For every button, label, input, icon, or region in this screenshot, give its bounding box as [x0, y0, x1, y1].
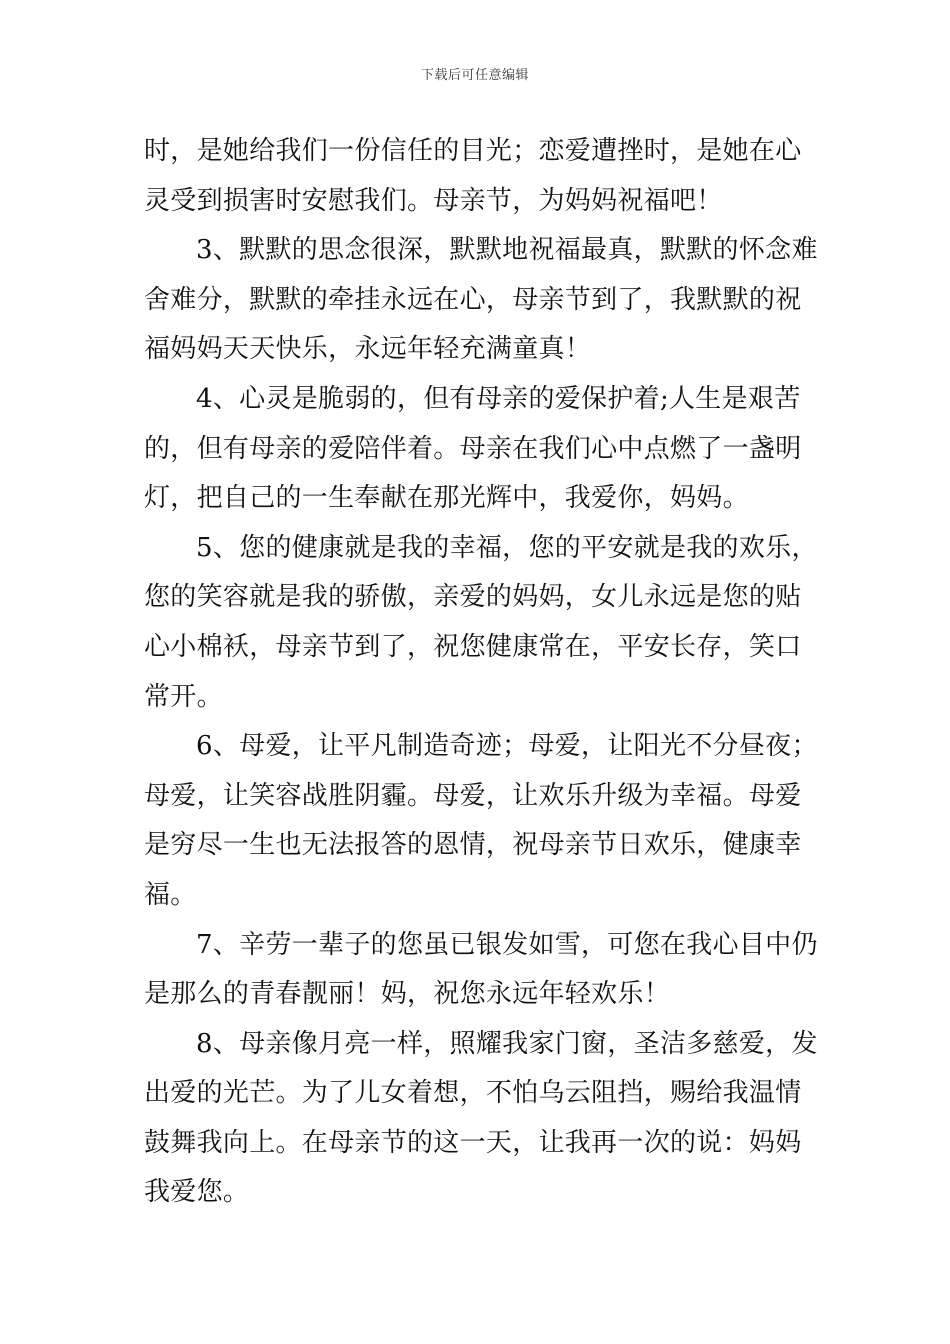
text-line: 舍难分，默默的牵挂永远在心，母亲节到了，我默默的祝	[144, 284, 802, 315]
text-line: 心小棉袄，母亲节到了，祝您健康常在，平安长存，笑口	[144, 631, 802, 662]
text-line: 福。	[144, 879, 197, 910]
text-line: 4、心灵是脆弱的，但有母亲的爱保护着;人生是艰苦	[196, 383, 801, 414]
text-line: 时，是她给我们一份信任的目光；恋爱遭挫时，是她在心	[144, 136, 802, 166]
text-line: 出爱的光芒。为了儿女着想，不怕乌云阻挡，赐给我温情	[144, 1078, 802, 1109]
page-header: 下载后可任意编辑	[420, 68, 529, 83]
text-line: 8、母亲像月亮一样，照耀我家门窗，圣洁多慈爱，发	[196, 1028, 818, 1059]
text-line: 我爱您。	[144, 1177, 250, 1208]
text-line: 福妈妈天天快乐，永远年轻充满童真！	[144, 334, 592, 365]
text-line: 的，但有母亲的爱陪伴着。母亲在我们心中点燃了一盏明	[144, 433, 802, 464]
text-line: 常开。	[144, 681, 223, 712]
document-body	[144, 127, 818, 1218]
text-line: 5、您的健康就是我的幸福，您的平安就是我的欢乐，	[196, 532, 818, 563]
text-line: 是那么的青春靓丽！妈，祝您永远年轻欢乐！	[144, 979, 671, 1010]
text-line: 鼓舞我向上。在母亲节的这一天，让我再一次的说：妈妈	[144, 1127, 802, 1158]
text-line: 6、母爱，让平凡制造奇迹；母爱，让阳光不分昼夜；	[196, 731, 818, 762]
text-line: 您的笑容就是我的骄傲，亲爱的妈妈，女儿永远是您的贴	[144, 582, 802, 613]
text-line: 母爱，让笑容战胜阴霾。母爱，让欢乐升级为幸福。母爱	[144, 780, 802, 811]
text-line: 灯，把自己的一生奉献在那光辉中，我爱你，妈妈。	[144, 483, 749, 514]
text-line: 是穷尽一生也无法报答的恩情，祝母亲节日欢乐，健康幸	[144, 830, 802, 861]
text-line: 7、辛劳一辈子的您虽已银发如雪，可您在我心目中仍	[196, 929, 818, 960]
text-line: 3、默默的思念很深，默默地祝福最真，默默的怀念难	[196, 235, 818, 266]
text-line: 灵受到损害时安慰我们。母亲节，为妈妈祝福吧！	[144, 185, 723, 216]
